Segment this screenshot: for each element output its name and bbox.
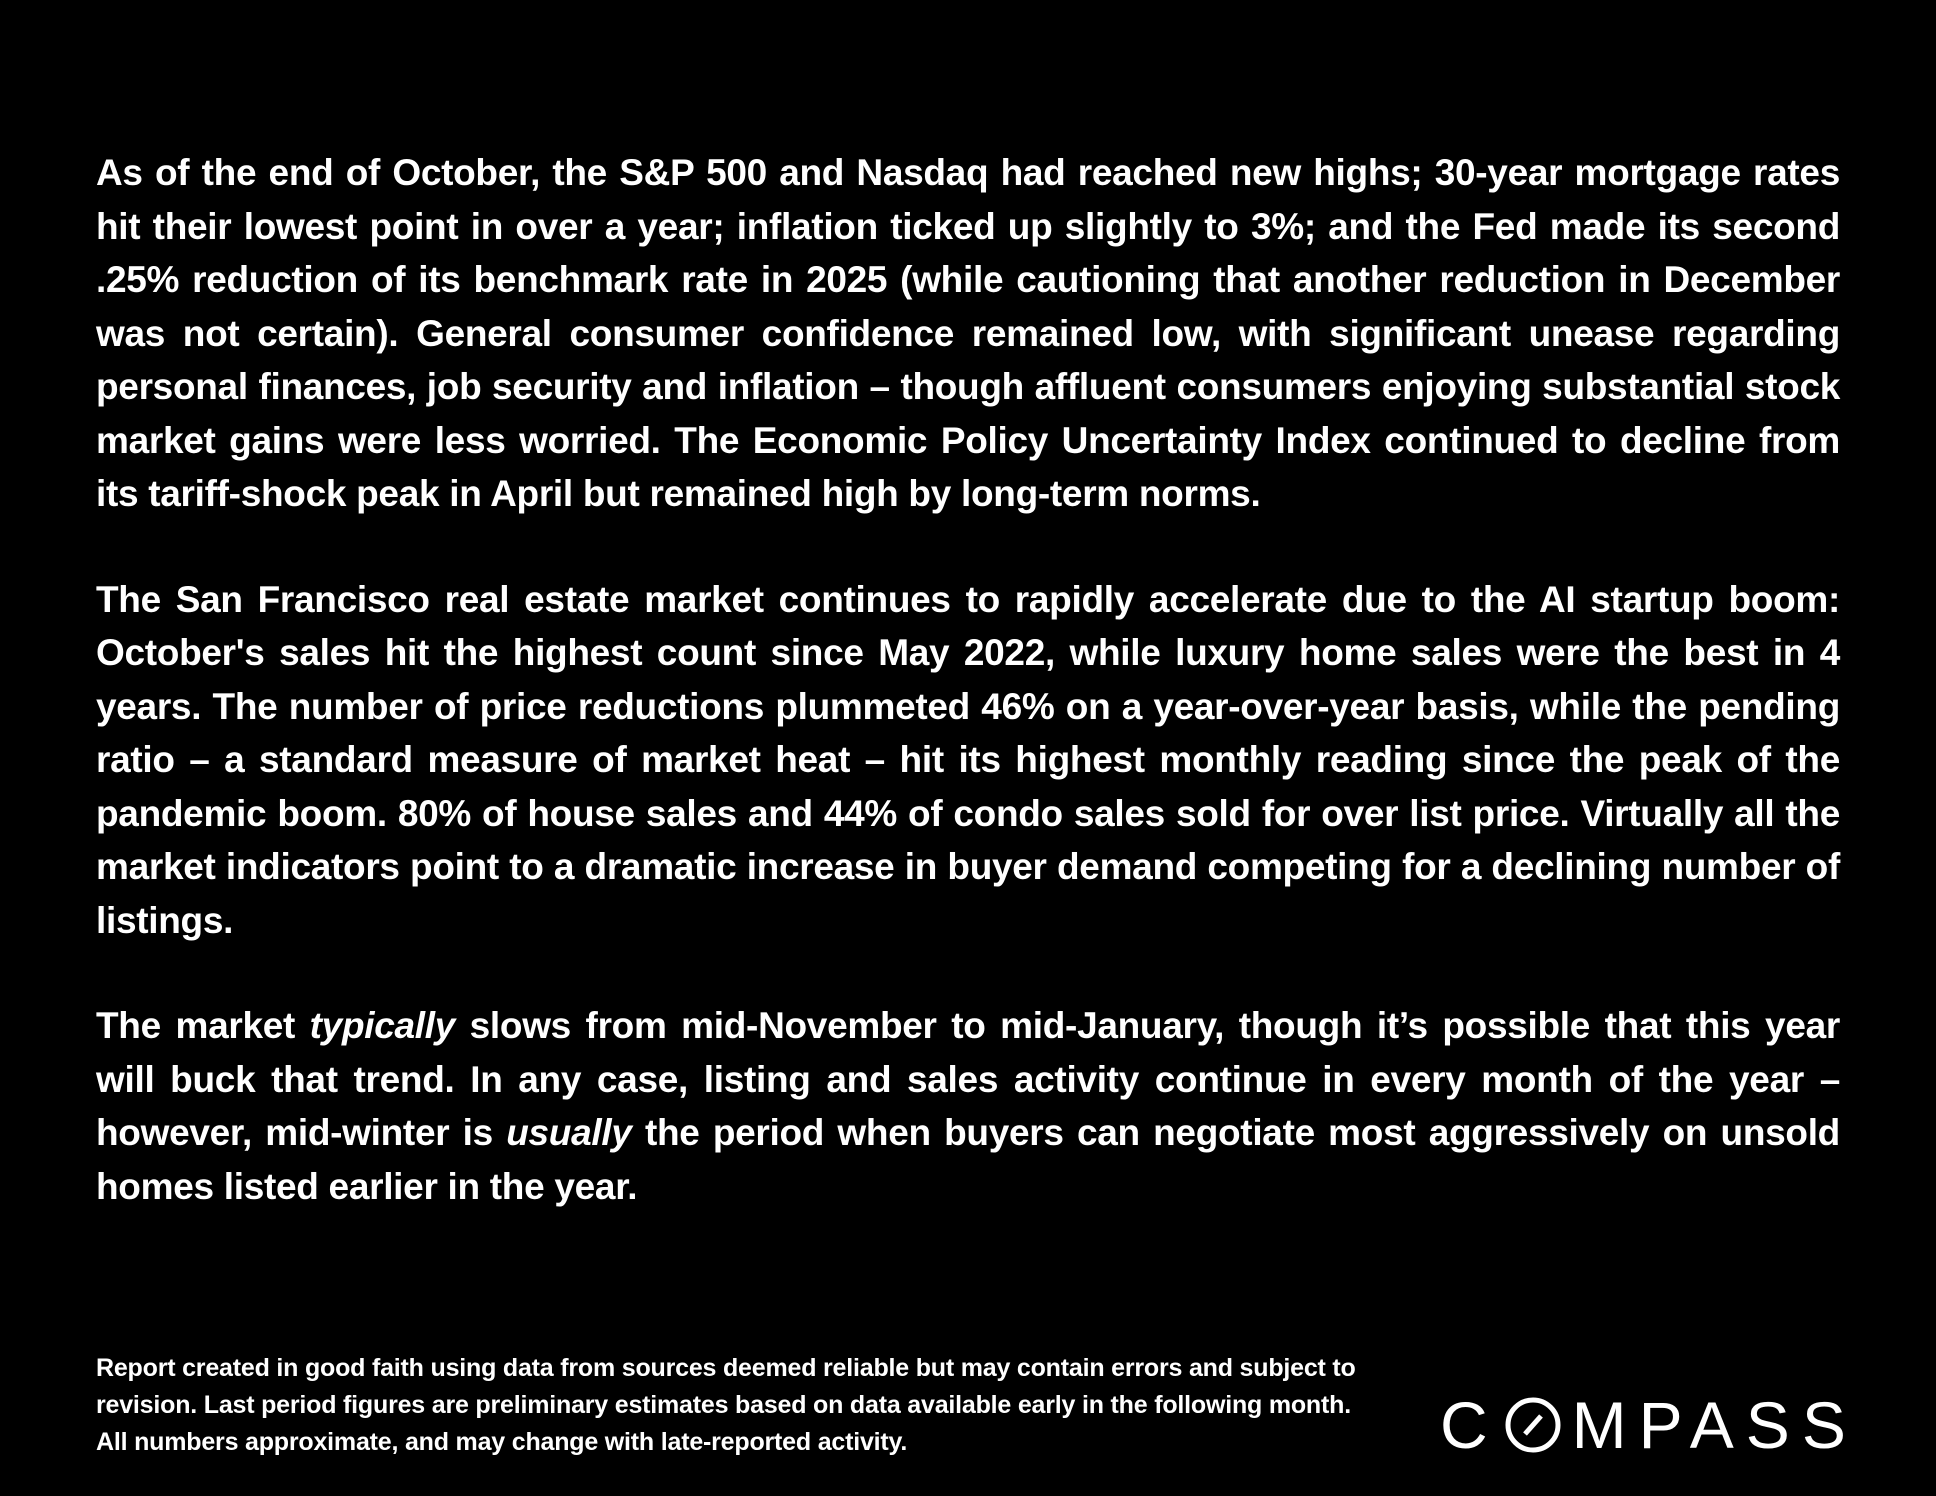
compass-o-icon: [1504, 1396, 1562, 1454]
paragraph-seasonality-part2: slows from mid-November to mid-January, though it’s possible that this year will buck that trend. In any case, listing and sales activity continue in every month of the year – however, mid-winter is: [96, 1005, 1840, 1153]
compass-logo: [1440, 1388, 1864, 1462]
paragraph-seasonality-part1: The market: [96, 1005, 310, 1046]
logo-letters-mpass: MPASS: [1571, 1388, 1858, 1462]
emphasis-typically: typically: [309, 1005, 456, 1046]
paragraph-seasonality-part3: the period when buyers can negotiate most aggressively on unsold homes listed earlier in the year.: [96, 1112, 1840, 1207]
disclaimer-text: Report created in good faith using data from sources deemed reliable but may contain errors and subject to revision. Last period figures are preliminary estimates based on data available early in the following month. All numbers approximate, and may change with late-reported activity.: [96, 1354, 1356, 1456]
logo-letter-c: C: [1440, 1388, 1500, 1462]
emphasis-usually: usually: [506, 1112, 632, 1153]
paragraph-economy: As of the end of October, the S&P 500 and Nasdaq had reached new highs; 30-year mortgage rates hit their lowest point in over a year; inflation ticked up slightly to 3%; and the Fed made its second .25% reduction of its benchmark rate in 2025 (while cautioning that another reduction in December was not certain). General consumer confidence remained low, with significant unease regarding personal finances, job security and inflation – though affluent consumers enjoying substantial stock market gains were less worried. The Economic Policy Uncertainty Index continued to decline from its tariff-shock peak in April but remained high by long-term norms.: [96, 152, 1840, 514]
paragraph-sf-market: The San Francisco real estate market continues to rapidly accelerate due to the AI startup boom: October's sales hit the highest count since May 2022, while luxury home sales were the best in 4 years. The number of price reductions plummeted 46% on a year-over-year basis, while the pending ratio – a standard measure of market heat – hit its highest monthly reading since the peak of the pandemic boom. 80% of house sales and 44% of condo sales sold for over list price. Virtually all the market indicators point to a dramatic increase in buyer demand competing for a declining number of listings.: [96, 578, 1840, 941]
report-commentary: [96, 146, 1840, 1265]
paragraph-seasonality: [96, 999, 1840, 1213]
